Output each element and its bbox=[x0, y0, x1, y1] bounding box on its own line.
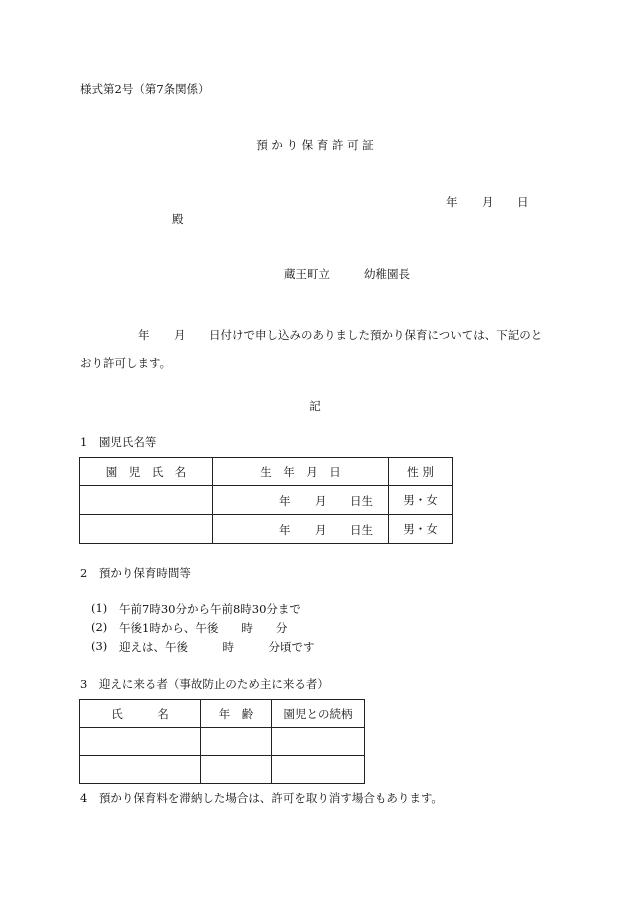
document-title: 預 か り 保 育 許 可 証 bbox=[256, 138, 374, 152]
child-name-cell[interactable] bbox=[80, 486, 213, 515]
list-item: 午前7時30分から午前8時30分まで bbox=[119, 602, 301, 616]
header-age: 年 齢 bbox=[201, 700, 272, 728]
birth-month-label: 月 bbox=[315, 523, 327, 537]
birth-date-cell[interactable] bbox=[213, 486, 389, 515]
table-row bbox=[80, 515, 453, 544]
section3-heading: 3 迎えに来る者（事故防止のため主に来る者） bbox=[80, 677, 329, 691]
birth-day-label: 日生 bbox=[350, 523, 373, 537]
birth-year-label: 年 bbox=[279, 523, 291, 537]
header-relation: 園児との続柄 bbox=[272, 700, 365, 728]
header-birth-date: 生 年 月 日 bbox=[213, 458, 389, 486]
body-line1: 日付けで申し込みのありました預かり保育については、下記のと bbox=[209, 328, 543, 342]
list-item-number: (1) bbox=[91, 601, 108, 615]
table-header-row bbox=[80, 458, 453, 486]
relation-cell[interactable] bbox=[272, 756, 365, 784]
birth-day-label: 日生 bbox=[350, 494, 373, 508]
list-item: 午後1時から、午後 時 分 bbox=[119, 621, 288, 635]
age-cell[interactable] bbox=[201, 728, 272, 756]
table-row bbox=[80, 486, 453, 515]
birth-date-cell[interactable] bbox=[213, 515, 389, 544]
birth-month-label: 月 bbox=[315, 494, 327, 508]
child-name-cell[interactable] bbox=[80, 515, 213, 544]
list-item-number: (2) bbox=[91, 620, 108, 634]
birth-year-label: 年 bbox=[279, 494, 291, 508]
section4-text: 4 預かり保育料を滞納した場合は、許可を取り消す場合もあります。 bbox=[80, 791, 443, 805]
table-row bbox=[80, 728, 365, 756]
gender-cell[interactable]: 男・女 bbox=[389, 486, 453, 515]
header-gender: 性 別 bbox=[389, 458, 453, 486]
person-name-cell[interactable] bbox=[80, 728, 201, 756]
relation-cell[interactable] bbox=[272, 728, 365, 756]
pickup-person-table bbox=[79, 699, 365, 784]
section1-heading: 1 園児氏名等 bbox=[80, 435, 157, 449]
table-row bbox=[80, 756, 365, 784]
section2-heading: 2 預かり保育時間等 bbox=[80, 566, 191, 580]
date-month: 月 bbox=[482, 195, 494, 209]
header-child-name: 園 児 氏 名 bbox=[80, 458, 213, 486]
ki-heading: 記 bbox=[309, 399, 321, 413]
list-item: 迎えは、午後 時 分頃です bbox=[119, 640, 315, 654]
form-number: 様式第2号（第7条関係） bbox=[80, 82, 210, 96]
person-name-cell[interactable] bbox=[80, 756, 201, 784]
list-item-number: (3) bbox=[91, 639, 108, 653]
date-year: 年 bbox=[446, 195, 458, 209]
child-info-table bbox=[79, 457, 453, 544]
header-person-name: 氏 名 bbox=[80, 700, 201, 728]
addressee-suffix: 殿 bbox=[172, 212, 184, 226]
issuer-town: 蔵王町立 bbox=[284, 267, 330, 281]
gender-cell[interactable]: 男・女 bbox=[389, 515, 453, 544]
issuer-title: 幼稚園長 bbox=[364, 267, 410, 281]
age-cell[interactable] bbox=[201, 756, 272, 784]
body-year: 年 bbox=[138, 328, 150, 342]
body-month: 月 bbox=[174, 328, 186, 342]
table-header-row bbox=[80, 700, 365, 728]
body-line2: おり許可します。 bbox=[80, 356, 172, 370]
date-day: 日 bbox=[517, 195, 529, 209]
